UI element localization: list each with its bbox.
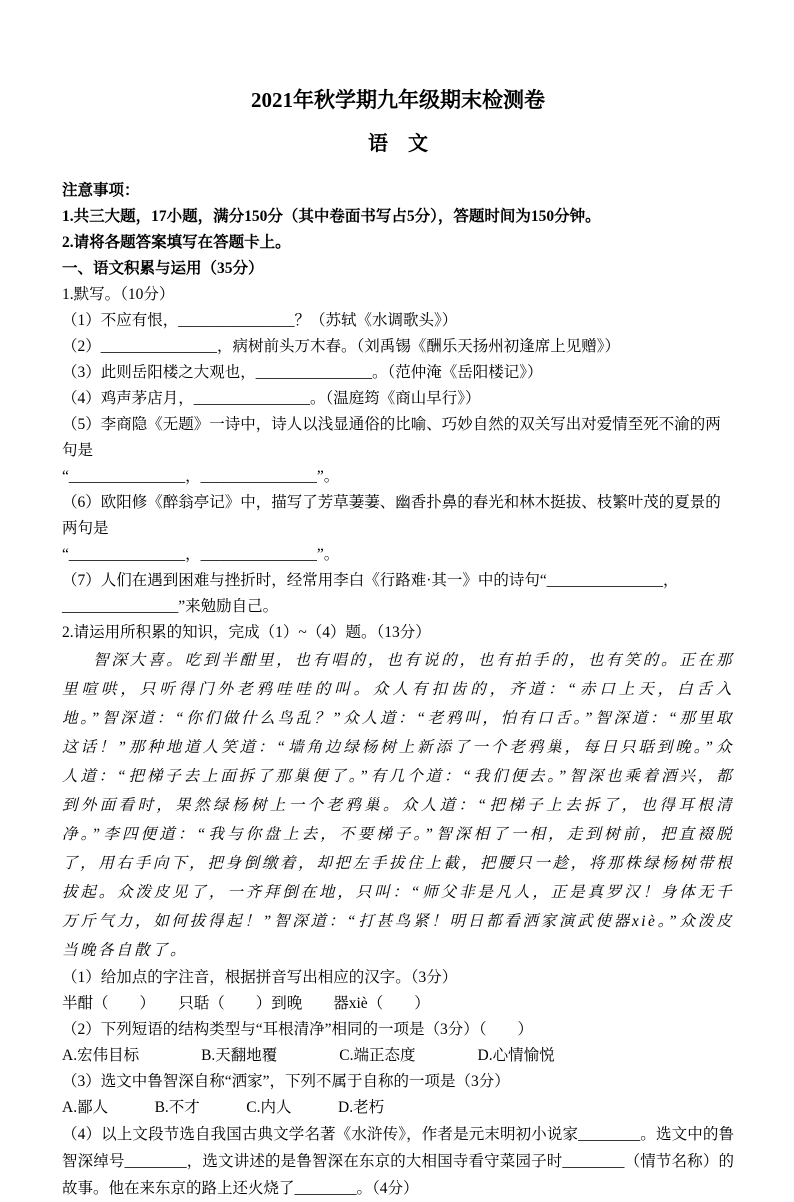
notice-heading: 注意事项： [62,182,140,199]
q2-item-1: （1）给加点的字注音，根据拼音写出相应的汉字。（3分） [62,969,458,986]
q1-item-6: （6）欧阳修《醉翁亭记》中，描写了芳草萋萋、幽香扑鼻的春光和林木挺拔、枝繁叶茂的夏景的两句是 [62,494,721,537]
q2-item-3: （3）选文中鲁智深自称“洒家”，下列不属于自称的一项是（3分） [62,1073,510,1090]
q2-item-3-options: A.鄙人 B.不才 C.内人 D.老朽 [62,1099,385,1116]
q1-item-4: （4）鸡声茅店月，_______________。（温庭筠《商山早行》） [62,390,481,407]
notice-item-2: 2.请将各题答案填写在答题卡上。 [62,234,291,251]
q1-item-1: （1）不应有恨，_______________？（苏轼《水调歌头》） [62,312,458,329]
q1-item-6-blanks: “_______________，_______________”。 [62,546,340,563]
q2-item-2: （2）下列短语的结构类型与“耳根清净”相同的一项是（3分）（ ） [62,1021,534,1038]
q1-item-7: （7）人们在遇到困难与挫折时，经常用李白《行路难·其一》中的诗句“_______________， [62,572,679,589]
q2-item-2-options: A.宏伟目标 B.天翻地覆 C.端正态度 D.心情愉悦 [62,1047,555,1064]
exam-subject: 语 文 [368,133,428,155]
q2-item-4: （4）以上文段节选自我国古典文学名著《水浒传》，作者是元末明初小说家________。选文中的鲁智深绰号________，选文讲述的是鲁智深在东京的大相国寺看守菜园子时________（情节名称）的故事。他在来东京的路上还火烧了________。（4分） [62,1126,734,1197]
q2-item-1-blanks: 半酣（ ） 只聒（ ）到晚 器xiè（ ） [62,995,430,1012]
exam-title: 2021年秋学期九年级期末检测卷 [251,88,545,112]
reading-passage: 智深大喜。吃到半酣里，也有唱的，也有说的，也有拍手的，也有笑的。正在那里喧哄，只听得门外老鸦哇哇的叫。众人有扣齿的，齐道：“赤口上天，白舌入地。”智深道：“你们做什么鸟乱？”众人道：“老鸦叫，怕有口舌。”智深道：“那里取这话！”那种地道人笑道：“墙角边绿杨树上新添了一个老鸦巢，每日只聒到晚。”众人道：“把梯子去上面拆了那巢便了。”有几个道：“我们便去。”智深也乘着酒兴，都到外面看时，果然绿杨树上一个老鸦巢。众人道：“把梯子上去拆了，也得耳根清净。”李四便道：“我与你盘上去，不要梯子。”智深相了一相，走到树前，把直裰脱了，用右手向下，把身倒缴着，却把左手拔住上截，把腰只一趁，将那株绿杨树带根拔起。众泼皮见了，一齐拜倒在地，只叫：“师父非是凡人，正是真罗汉！身体无千万斤气力，如何拔得起！”智深道：“打甚鸟紧！明日都看洒家演武使器xiè。”众泼皮当晚各自散了。 [62,652,734,959]
document-body [62,178,734,1202]
q1-item-2: （2）_______________，病树前头万木春。（刘禹锡《酬乐天扬州初逢席上见赠》） [62,338,621,355]
q1-item-7-cont: _______________”来勉励自己。 [62,598,279,615]
q1-item-3: （3）此则岳阳楼之大观也，_______________。（范仲淹《岳阳楼记》） [62,364,543,381]
q1-item-5: （5）李商隐《无题》一诗中，诗人以浅显通俗的比喻、巧妙自然的双关写出对爱情至死不渝的两句是 [62,416,721,459]
notice-item-1: 1.共三大题，17小题，满分150分（其中卷面书写占5分），答题时间为150分钟。 [62,208,601,225]
section-1-heading: 一、语文积累与运用（35分） [62,260,264,277]
q1-item-5-blanks: “_______________，_______________”。 [62,468,340,485]
question-1-heading: 1.默写。（10分） [62,286,175,303]
question-2-heading: 2.请运用所积累的知识，完成（1）~（4）题。（13分） [62,624,431,641]
